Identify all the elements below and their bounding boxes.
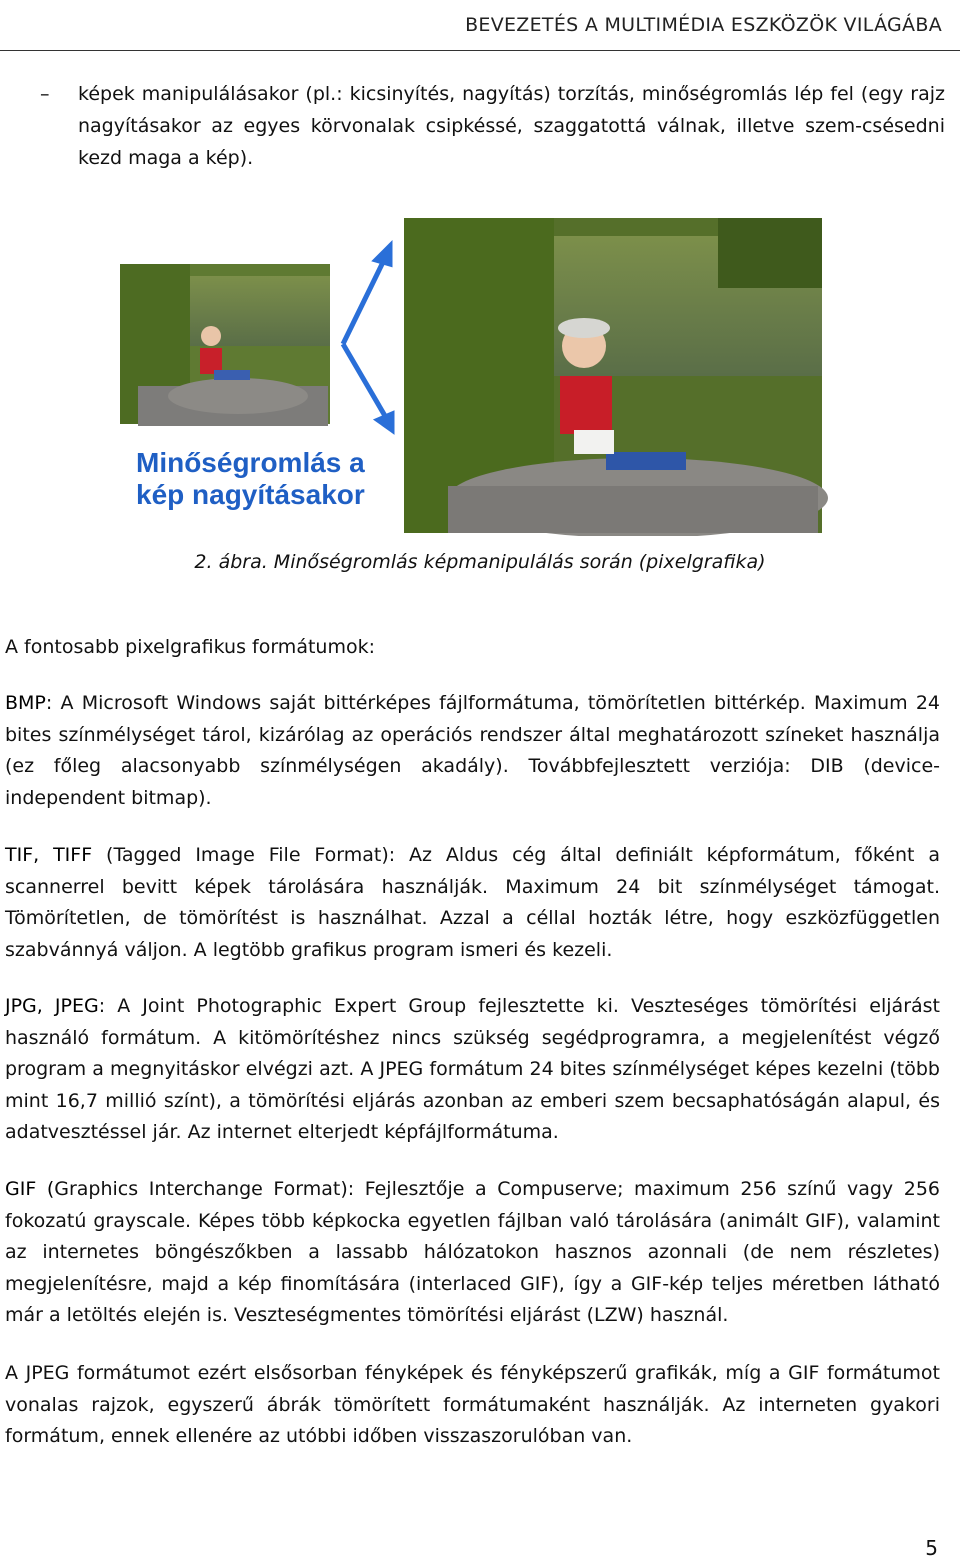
jpeg-term: JPG, JPEG [5,995,99,1017]
closing-paragraph: A JPEG formátumot ezért elsősorban fényképek és fényképszerű grafikák, míg a GIF formátumot vonalas rajzok, egyszerű ábrák tömörített formátumaként használják. Az interneten gyakori formátum, ennek ellenére az utóbbi időben visszaszorulóban van. [5,1362,940,1448]
bullet-dash: – [40,83,50,105]
running-header: BEVEZETÉS A MULTIMÉDIA ESZKÖZÖK VILÁGÁBA [465,14,942,36]
gif-text: Graphics Interchange Format): Fejlesztője a Compuserve; maximum 256 színű vagy 256 fokozatú grayscale. Képes több képkocka egyetlen fájlban való tárolására (animált GIF), valamint az internetes böngészőkben a lassabb hálózatokon hasznos azonnali (de nem részletes) megjelenítésre, majd a kép finomítására (interlaced GIF), így a GIF-kép teljes méretben látható már a letöltés elején is. Veszteségmentes tömörítési eljárást (LZW) használ. [5,1178,941,1327]
tiff-text: (Tagged Image File Format): Az Aldus cég által definiált képformátum, főként a scannerrel bevitt képek tárolására használják. Maximum 24 bit színmélységet támogat. Tömörítetlen, de tömörítést is használhat. Azzal a céllal hozták létre, hogy eszközfüggetlen szabvánnyá váljon. A legtöbb grafikus program ismeri és kezeli. [5,844,940,961]
gif-term: GIF ( [5,1178,55,1200]
bullet-text: képek manipulálásakor (pl.: kicsinyítés, nagyítás) torzítás, minőségromlás lép fel (egy rajz nagyításakor az egyes körvonalak csipkéssé, szaggatottá válnak, illetve szem-csésedni kezd maga a kép). [78,83,945,169]
header-rule [0,50,960,51]
intro-paragraph: A fontosabb pixelgrafikus formátumok: [5,636,375,658]
gif-paragraph [5,1174,940,1332]
bmp-term: BMP [5,692,46,714]
jpeg-paragraph [5,991,940,1149]
figure-label-line1: Minőségromlás a [136,447,365,478]
bullet-item [40,78,945,174]
page-number: 5 [925,1536,938,1560]
figure-caption: 2. ábra. Minőségromlás képmanipulálás során (pixelgrafika) [194,551,766,573]
small-photo [120,264,330,426]
bmp-paragraph [5,688,940,814]
enlarge-arrows-icon [343,246,392,430]
figure-label-line2: kép nagyításakor [136,479,365,510]
bmp-text: : A Microsoft Windows saját bittérképes fájlformátuma, tömörítetlen bittérkép. Maximum 24 bites színmélységet tárol, kizárólag az operációs rendszer által meghatározott színeket használja (ez főleg alacsonyabb színmélységen akadály). Továbbfejlesztett verziója: DIB (device-independent bitmap). [5,692,940,809]
large-photo [404,218,828,536]
tiff-paragraph [5,840,940,966]
tiff-term: TIF, TIFF [5,844,93,866]
figure-image-quality [118,216,828,536]
jpeg-text: : A Joint Photographic Expert Group fejlesztette ki. Veszteséges tömörítési eljárást használó formátum. A kitömörítéshez nincs szükség segédprogramra, a megjelenítést végző program a megnyitáskor elvégzi azt. A JPEG formátum 24 bites színmélységet képes kezelni (több mint 16,7 millió színt), a tömörítési eljárás azonban az emberi szem becsaphatóságán alapul, és adatvesztéssel jár. Az internet elterjedt képfájlformátuma. [5,995,940,1144]
